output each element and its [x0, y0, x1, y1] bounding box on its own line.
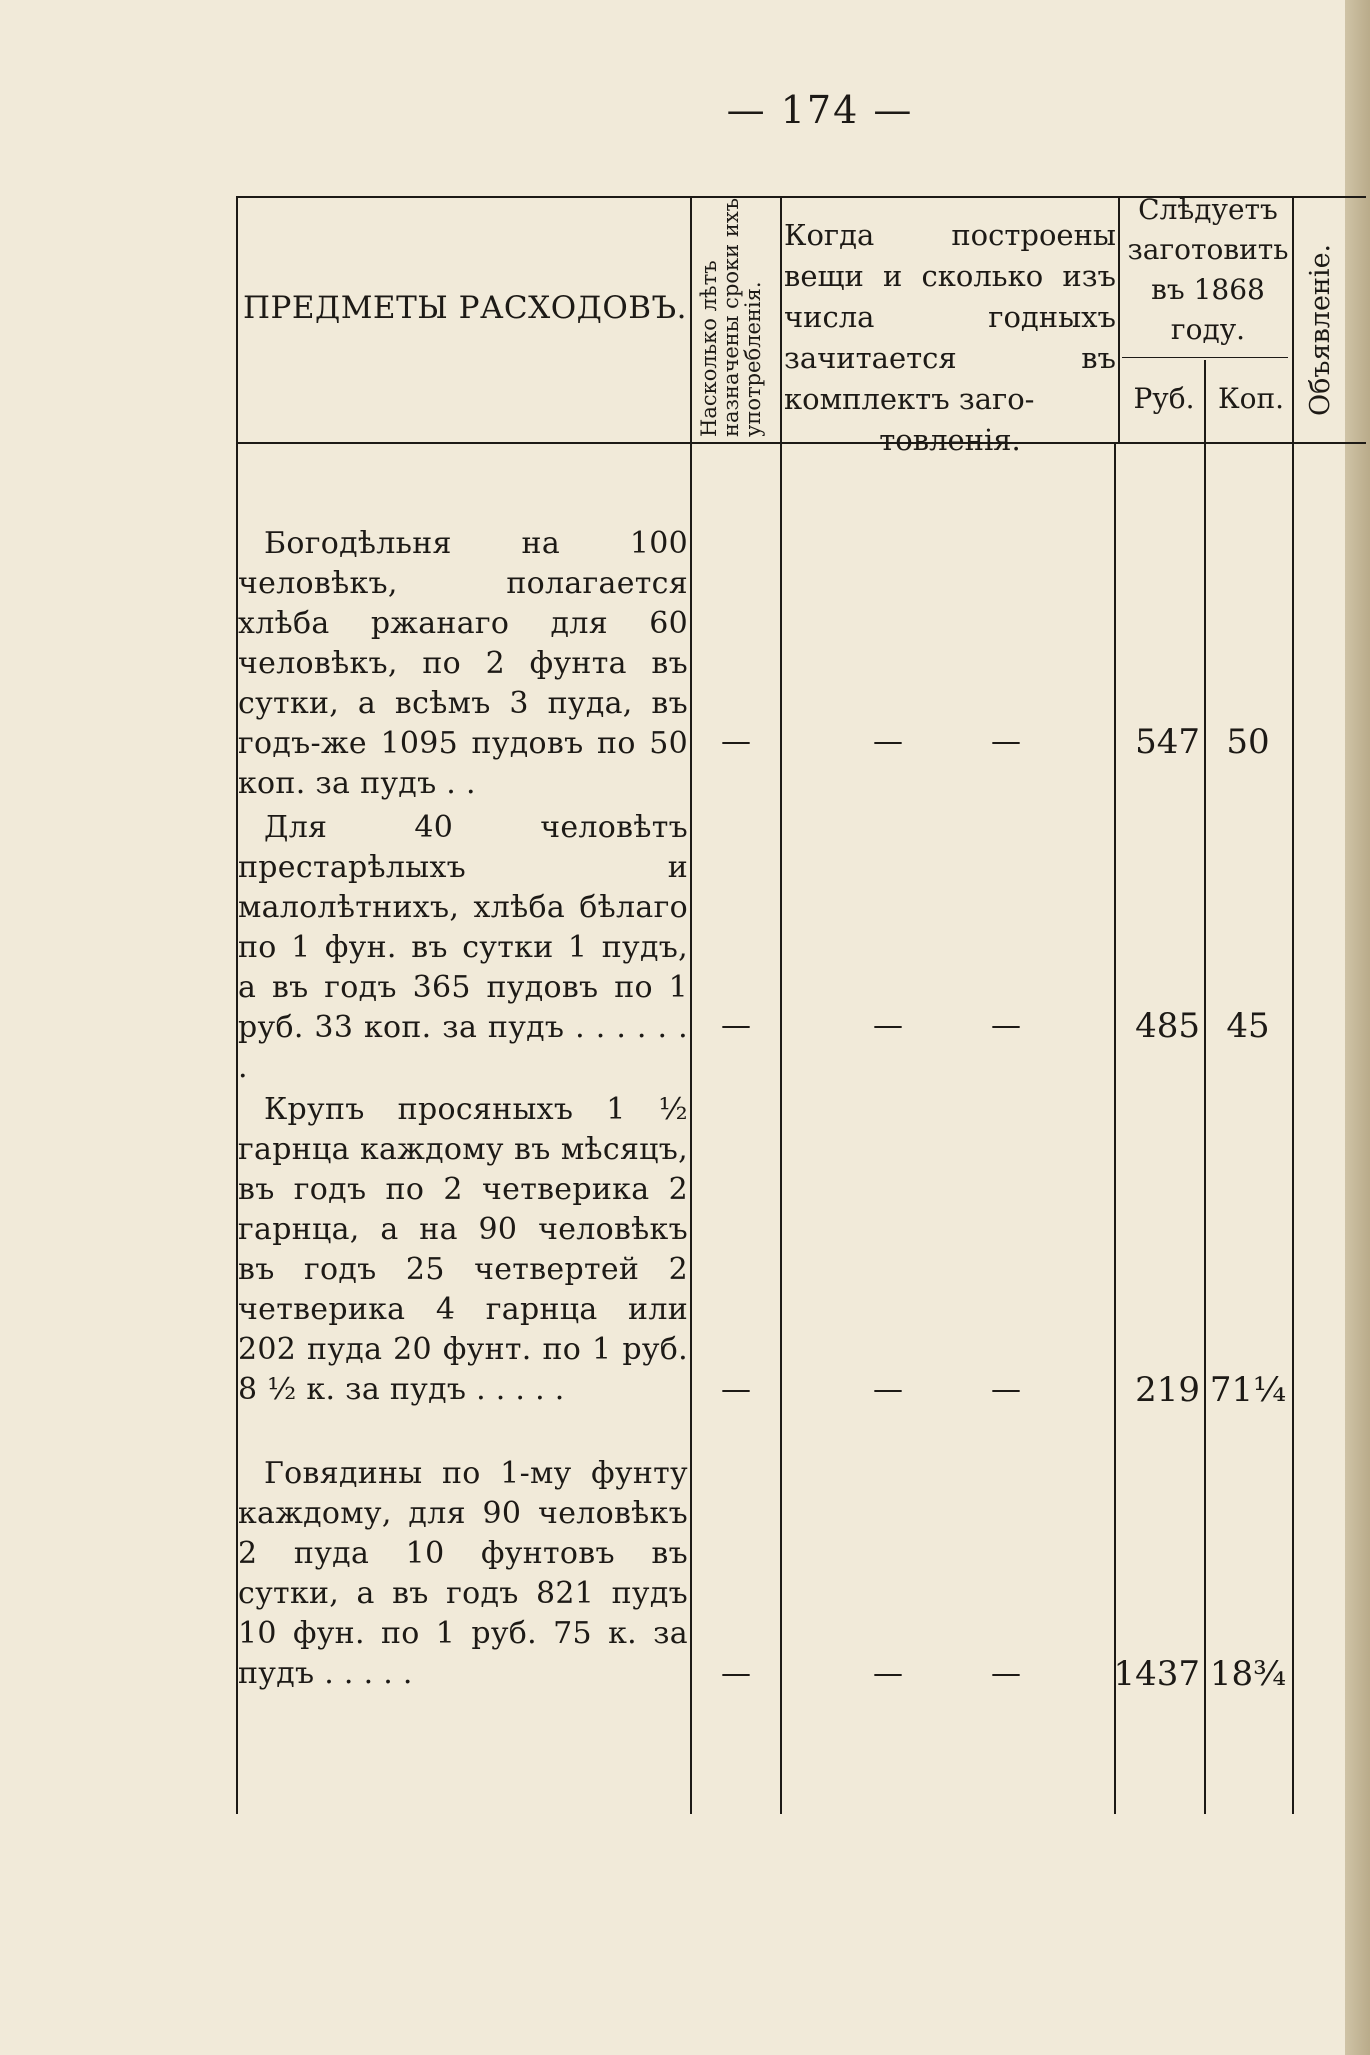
- table-row: [238, 1090, 688, 1410]
- col-rule-6: [1292, 196, 1294, 1814]
- header-terms: Насколько лѣтъ назначены сроки ихъ употребленія.: [697, 197, 765, 437]
- row-kop: 50: [1226, 722, 1270, 762]
- page-edge: [1345, 0, 1370, 2055]
- col-rule-2: [690, 196, 692, 1814]
- page-number: — 174 —: [726, 88, 914, 132]
- col-rule-3: [780, 196, 782, 1814]
- header-built: [784, 215, 1116, 461]
- row-dash-built-a: —: [873, 724, 903, 759]
- row-kop: 45: [1226, 1006, 1270, 1046]
- row-text: Крупъ просяныхъ 1 ½ гарнца каждому въ мѣсяцъ, въ годъ по 2 четверика 2 гарнца, а на 90 человѣкъ въ годъ 25 четвертей 2 четверика 4 гарнца или 202 пуда 20 фунт. по 1 руб. 8 ½ к. за пудъ . . . . .: [238, 1092, 688, 1407]
- row-kop: 71¼: [1209, 1370, 1287, 1410]
- row-text: Говядины по 1-му фунту каждому, для 90 человѣкъ 2 пуда 10 фунтовъ въ сутки, а въ годъ 821 пудъ 10 фун. по 1 руб. 75 к. за пудъ . . . . .: [238, 1456, 688, 1691]
- table-row: [238, 808, 688, 1088]
- row-dash-terms: —: [721, 724, 751, 759]
- header-kop: Коп.: [1217, 382, 1285, 415]
- row-dash-built-b: —: [991, 1008, 1021, 1043]
- row-rub: 219: [1135, 1370, 1200, 1410]
- row-dash-terms: —: [721, 1656, 751, 1691]
- row-text: Богодѣльня на 100 человѣкъ, полагается хлѣба ржанаго для 60 человѣкъ, по 2 фунта въ сутки, а всѣмъ 3 пуда, въ годъ-же 1095 пудовъ по 50 коп. за пудъ . .: [238, 526, 688, 801]
- row-rub: 485: [1135, 1006, 1200, 1046]
- col-rule-5: [1204, 360, 1206, 1814]
- header-items: ПРЕДМЕТЫ РАСХОДОВЪ.: [242, 290, 688, 326]
- row-text: Для 40 человѣтъ престарѣлыхъ и малолѣтнихъ, хлѣба бѣлаго по 1 фун. въ сутки 1 пудъ, а въ годъ 365 пудовъ по 1 руб. 33 коп. за пудъ . . . . . . .: [238, 810, 688, 1085]
- header-remarks: Объявленіе.: [1305, 243, 1336, 416]
- col-rule-4-head: [1118, 196, 1120, 442]
- table-row: [238, 524, 688, 804]
- col-rule-4: [1114, 442, 1116, 1814]
- row-dash-terms: —: [721, 1372, 751, 1407]
- row-dash-built-a: —: [873, 1656, 903, 1691]
- sum-split-rule: [1122, 357, 1288, 358]
- row-dash-built-a: —: [873, 1372, 903, 1407]
- row-dash-built-b: —: [991, 1656, 1021, 1691]
- header-due: Слѣдуетъ заготовить въ 1868 году.: [1127, 193, 1289, 346]
- row-kop: 18¾: [1209, 1654, 1287, 1694]
- header-rub: Руб.: [1133, 382, 1195, 415]
- table-row: [238, 1454, 688, 1694]
- row-rub: 547: [1135, 722, 1200, 762]
- row-dash-built-b: —: [991, 1372, 1021, 1407]
- row-dash-built-b: —: [991, 724, 1021, 759]
- row-dash-terms: —: [721, 1008, 751, 1043]
- row-rub: 1437: [1113, 1654, 1200, 1694]
- row-dash-built-a: —: [873, 1008, 903, 1043]
- header-built-last: товленія.: [879, 423, 1021, 457]
- header-built-text: Когда построены вещи и сколько изъ числа годныхъ зачитается въ комплектъ заго-: [784, 218, 1116, 416]
